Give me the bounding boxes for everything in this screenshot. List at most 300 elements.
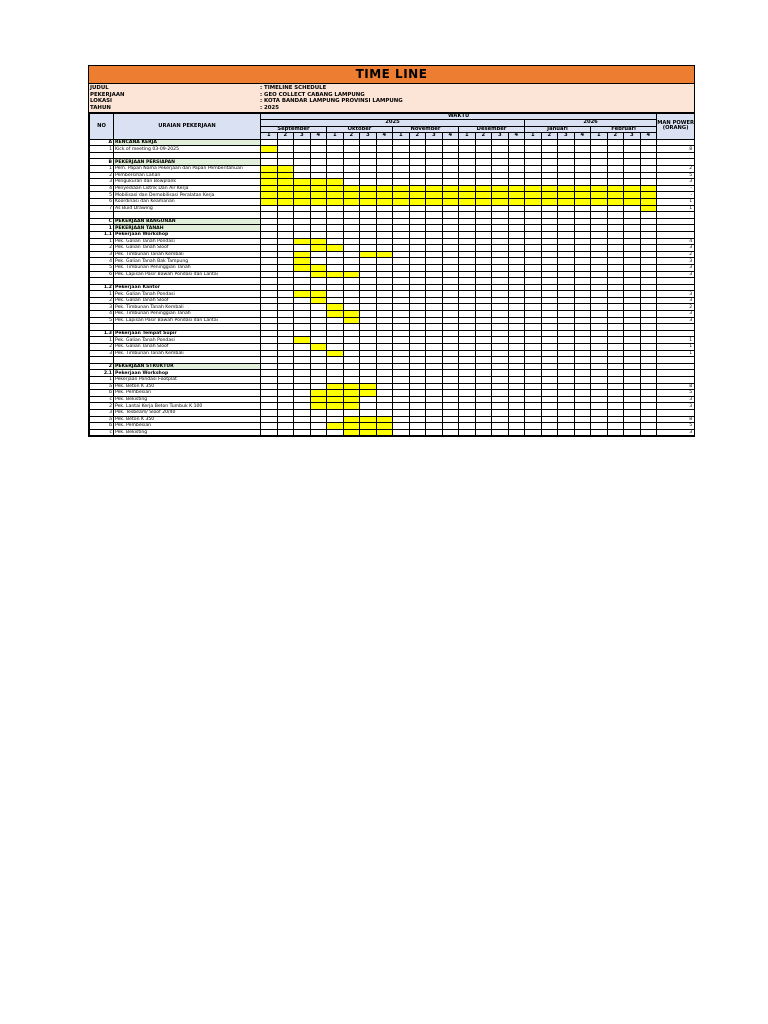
- schedule-cell: [277, 258, 294, 265]
- schedule-bar-cell: [310, 238, 327, 245]
- schedule-cell: [624, 429, 641, 436]
- schedule-bar-cell: [393, 198, 410, 205]
- schedule-cell: [607, 390, 624, 397]
- schedule-cell: [558, 159, 575, 166]
- schedule-cell: [640, 337, 657, 344]
- schedule-cell: [475, 350, 492, 357]
- schedule-cell: [294, 225, 311, 232]
- schedule-cell: [591, 390, 608, 397]
- schedule-cell: [574, 429, 591, 436]
- schedule-cell: [541, 297, 558, 304]
- schedule-cell: [558, 383, 575, 390]
- schedule-cell: [261, 304, 278, 311]
- schedule-bar-cell: [393, 185, 410, 192]
- schedule-cell: [607, 324, 624, 331]
- schedule-cell: [558, 429, 575, 436]
- schedule-bar-cell: [409, 192, 426, 199]
- row-manpower: 3: [657, 311, 695, 318]
- row-description: Pek. Beton K 350: [114, 383, 261, 390]
- schedule-cell: [640, 416, 657, 423]
- schedule-cell: [393, 377, 410, 384]
- header-week: 2: [409, 133, 426, 139]
- schedule-cell: [277, 363, 294, 370]
- schedule-cell: [376, 357, 393, 364]
- schedule-cell: [574, 258, 591, 265]
- schedule-cell: [508, 396, 525, 403]
- schedule-cell: [393, 396, 410, 403]
- schedule-cell: [508, 271, 525, 278]
- table-row: [90, 212, 695, 219]
- row-number: [90, 152, 114, 159]
- schedule-cell: [492, 317, 509, 324]
- schedule-cell: [624, 271, 641, 278]
- schedule-cell: [541, 390, 558, 397]
- schedule-cell: [294, 370, 311, 377]
- row-description: PEKERJAAN TANAH: [114, 225, 261, 232]
- table-row: [90, 258, 695, 265]
- row-manpower: [657, 278, 695, 285]
- schedule-bar-cell: [310, 179, 327, 186]
- schedule-cell: [607, 245, 624, 252]
- schedule-cell: [624, 245, 641, 252]
- schedule-cell: [360, 179, 377, 186]
- table-row: [90, 390, 695, 397]
- header-week: 2: [475, 133, 492, 139]
- row-number: b: [90, 390, 114, 397]
- schedule-cell: [591, 363, 608, 370]
- schedule-cell: [558, 166, 575, 173]
- schedule-cell: [574, 278, 591, 285]
- table-row: [90, 317, 695, 324]
- schedule-cell: [327, 357, 344, 364]
- schedule-cell: [508, 383, 525, 390]
- header-week: 1: [393, 133, 410, 139]
- schedule-cell: [360, 396, 377, 403]
- schedule-cell: [277, 152, 294, 159]
- row-manpower: [657, 225, 695, 232]
- schedule-cell: [426, 205, 443, 212]
- schedule-cell: [525, 278, 542, 285]
- schedule-cell: [277, 304, 294, 311]
- schedule-cell: [574, 396, 591, 403]
- schedule-cell: [525, 218, 542, 225]
- row-manpower: 3: [657, 271, 695, 278]
- header-month: Desember: [459, 126, 525, 132]
- schedule-cell: [360, 231, 377, 238]
- schedule-cell: [360, 238, 377, 245]
- schedule-cell: [426, 238, 443, 245]
- schedule-cell: [360, 370, 377, 377]
- schedule-bar-cell: [310, 264, 327, 271]
- schedule-cell: [475, 370, 492, 377]
- schedule-cell: [294, 304, 311, 311]
- schedule-cell: [294, 390, 311, 397]
- row-manpower: 5: [657, 390, 695, 397]
- header-month: Februari: [591, 126, 657, 132]
- schedule-cell: [360, 205, 377, 212]
- schedule-cell: [525, 304, 542, 311]
- schedule-cell: [558, 311, 575, 318]
- schedule-cell: [508, 377, 525, 384]
- schedule-cell: [360, 212, 377, 219]
- schedule-cell: [574, 205, 591, 212]
- schedule-cell: [640, 271, 657, 278]
- schedule-cell: [541, 344, 558, 351]
- schedule-bar-cell: [525, 198, 542, 205]
- schedule-cell: [541, 396, 558, 403]
- schedule-bar-cell: [327, 396, 344, 403]
- schedule-cell: [591, 179, 608, 186]
- schedule-bar-cell: [277, 198, 294, 205]
- schedule-cell: [442, 146, 459, 153]
- schedule-cell: [409, 231, 426, 238]
- info-label: JUDUL: [90, 85, 109, 91]
- schedule-cell: [640, 304, 657, 311]
- schedule-cell: [294, 172, 311, 179]
- schedule-cell: [558, 152, 575, 159]
- table-row: [90, 231, 695, 238]
- schedule-bar-cell: [343, 390, 360, 397]
- table-row: [90, 251, 695, 258]
- schedule-cell: [525, 344, 542, 351]
- schedule-cell: [310, 330, 327, 337]
- schedule-cell: [541, 337, 558, 344]
- schedule-bar-cell: [640, 205, 657, 212]
- header-week: 2: [541, 133, 558, 139]
- row-description: [114, 152, 261, 159]
- schedule-cell: [624, 337, 641, 344]
- schedule-cell: [508, 139, 525, 146]
- schedule-cell: [343, 337, 360, 344]
- schedule-cell: [310, 317, 327, 324]
- row-number: 2: [90, 403, 114, 410]
- schedule-cell: [294, 139, 311, 146]
- row-manpower: [657, 363, 695, 370]
- schedule-cell: [624, 390, 641, 397]
- schedule-cell: [442, 284, 459, 291]
- row-number: a: [90, 416, 114, 423]
- schedule-cell: [426, 159, 443, 166]
- schedule-cell: [607, 363, 624, 370]
- schedule-cell: [277, 146, 294, 153]
- schedule-bar-cell: [310, 291, 327, 298]
- schedule-cell: [574, 317, 591, 324]
- schedule-cell: [409, 297, 426, 304]
- schedule-cell: [624, 258, 641, 265]
- schedule-cell: [409, 205, 426, 212]
- schedule-cell: [525, 152, 542, 159]
- schedule-cell: [277, 350, 294, 357]
- schedule-cell: [591, 403, 608, 410]
- schedule-cell: [426, 383, 443, 390]
- schedule-cell: [624, 264, 641, 271]
- schedule-cell: [360, 291, 377, 298]
- schedule-cell: [607, 396, 624, 403]
- schedule-bar-cell: [261, 185, 278, 192]
- row-description: Pek. Galian Tanah Sloof: [114, 245, 261, 252]
- schedule-cell: [261, 377, 278, 384]
- schedule-cell: [442, 429, 459, 436]
- schedule-cell: [640, 291, 657, 298]
- schedule-cell: [327, 317, 344, 324]
- schedule-cell: [541, 324, 558, 331]
- schedule-cell: [640, 258, 657, 265]
- schedule-cell: [360, 304, 377, 311]
- schedule-cell: [261, 251, 278, 258]
- table-row: [90, 304, 695, 311]
- table-row: [90, 409, 695, 416]
- schedule-cell: [459, 311, 476, 318]
- row-number: 5: [90, 264, 114, 271]
- row-manpower: 3: [657, 264, 695, 271]
- info-value: : KOTA BANDAR LAMPUNG PROVINSI LAMPUNG: [260, 98, 403, 104]
- schedule-cell: [277, 396, 294, 403]
- row-manpower: 1: [657, 344, 695, 351]
- row-manpower: [657, 139, 695, 146]
- row-description: Pek. Lapisan Pasir Bawah Pondasi dan Lantai: [114, 271, 261, 278]
- schedule-cell: [343, 291, 360, 298]
- schedule-bar-cell: [261, 198, 278, 205]
- schedule-cell: [574, 271, 591, 278]
- schedule-cell: [574, 357, 591, 364]
- schedule-cell: [261, 344, 278, 351]
- schedule-bar-cell: [360, 423, 377, 430]
- schedule-cell: [640, 324, 657, 331]
- row-manpower: 3: [657, 403, 695, 410]
- schedule-cell: [558, 218, 575, 225]
- schedule-cell: [277, 311, 294, 318]
- schedule-cell: [640, 166, 657, 173]
- schedule-cell: [277, 159, 294, 166]
- schedule-cell: [393, 350, 410, 357]
- schedule-cell: [607, 284, 624, 291]
- schedule-cell: [541, 271, 558, 278]
- schedule-cell: [508, 297, 525, 304]
- schedule-cell: [277, 390, 294, 397]
- schedule-cell: [261, 238, 278, 245]
- schedule-cell: [360, 297, 377, 304]
- schedule-cell: [607, 231, 624, 238]
- schedule-cell: [277, 231, 294, 238]
- schedule-cell: [508, 423, 525, 430]
- schedule-cell: [525, 264, 542, 271]
- schedule-cell: [591, 416, 608, 423]
- schedule-bar-cell: [492, 198, 509, 205]
- row-manpower: 3: [657, 245, 695, 252]
- row-description: As Buid Drawing: [114, 205, 261, 212]
- schedule-cell: [624, 139, 641, 146]
- schedule-cell: [541, 317, 558, 324]
- schedule-bar-cell: [294, 264, 311, 271]
- schedule-cell: [327, 231, 344, 238]
- schedule-cell: [574, 238, 591, 245]
- schedule-cell: [261, 403, 278, 410]
- schedule-cell: [277, 264, 294, 271]
- schedule-cell: [607, 344, 624, 351]
- schedule-cell: [525, 291, 542, 298]
- schedule-cell: [492, 258, 509, 265]
- schedule-cell: [294, 166, 311, 173]
- schedule-cell: [574, 251, 591, 258]
- row-manpower: 8: [657, 146, 695, 153]
- schedule-cell: [261, 423, 278, 430]
- schedule-cell: [624, 423, 641, 430]
- schedule-cell: [393, 403, 410, 410]
- row-manpower: 3: [657, 179, 695, 186]
- schedule-cell: [591, 291, 608, 298]
- schedule-cell: [475, 245, 492, 252]
- schedule-cell: [409, 245, 426, 252]
- schedule-bar-cell: [442, 192, 459, 199]
- schedule-cell: [442, 159, 459, 166]
- schedule-cell: [475, 179, 492, 186]
- schedule-cell: [591, 324, 608, 331]
- row-manpower: 3: [657, 317, 695, 324]
- schedule-cell: [541, 403, 558, 410]
- schedule-cell: [591, 357, 608, 364]
- schedule-cell: [558, 146, 575, 153]
- schedule-cell: [310, 416, 327, 423]
- schedule-cell: [558, 264, 575, 271]
- schedule-cell: [640, 311, 657, 318]
- table-row: [90, 278, 695, 285]
- row-description: Pek. Lapisan Pasir Bawah Pondasi dan Lantai: [114, 317, 261, 324]
- schedule-cell: [261, 350, 278, 357]
- row-manpower: 5: [657, 172, 695, 179]
- schedule-cell: [409, 317, 426, 324]
- schedule-cell: [426, 396, 443, 403]
- schedule-cell: [508, 245, 525, 252]
- schedule-cell: [640, 225, 657, 232]
- header-month: September: [261, 126, 327, 132]
- schedule-cell: [442, 179, 459, 186]
- schedule-cell: [607, 251, 624, 258]
- schedule-cell: [459, 212, 476, 219]
- header-week: 3: [360, 133, 377, 139]
- table-row: [90, 330, 695, 337]
- schedule-cell: [294, 416, 311, 423]
- schedule-cell: [640, 212, 657, 219]
- schedule-cell: [492, 238, 509, 245]
- schedule-cell: [558, 409, 575, 416]
- info-row: [90, 105, 694, 112]
- schedule-bar-cell: [310, 403, 327, 410]
- schedule-cell: [409, 416, 426, 423]
- schedule-cell: [541, 245, 558, 252]
- schedule-cell: [591, 159, 608, 166]
- schedule-cell: [442, 225, 459, 232]
- schedule-cell: [492, 264, 509, 271]
- schedule-cell: [393, 330, 410, 337]
- schedule-cell: [640, 159, 657, 166]
- schedule-cell: [327, 297, 344, 304]
- schedule-cell: [574, 390, 591, 397]
- schedule-cell: [574, 324, 591, 331]
- schedule-cell: [294, 344, 311, 351]
- info-value: : 2025: [260, 104, 280, 111]
- schedule-cell: [459, 423, 476, 430]
- schedule-cell: [277, 416, 294, 423]
- schedule-cell: [492, 231, 509, 238]
- schedule-bar-cell: [360, 416, 377, 423]
- schedule-cell: [558, 238, 575, 245]
- schedule-cell: [574, 166, 591, 173]
- schedule-bar-cell: [327, 179, 344, 186]
- row-manpower: [657, 218, 695, 225]
- schedule-cell: [376, 409, 393, 416]
- schedule-cell: [558, 179, 575, 186]
- schedule-cell: [508, 278, 525, 285]
- schedule-cell: [492, 324, 509, 331]
- schedule-cell: [393, 179, 410, 186]
- row-description: Pek. Bekisting: [114, 396, 261, 403]
- schedule-cell: [475, 284, 492, 291]
- schedule-cell: [492, 166, 509, 173]
- schedule-cell: [541, 350, 558, 357]
- schedule-cell: [376, 166, 393, 173]
- schedule-cell: [508, 330, 525, 337]
- schedule-cell: [508, 370, 525, 377]
- schedule-cell: [492, 416, 509, 423]
- header-week: 4: [574, 133, 591, 139]
- schedule-cell: [376, 337, 393, 344]
- schedule-cell: [360, 271, 377, 278]
- schedule-cell: [376, 139, 393, 146]
- schedule-cell: [376, 238, 393, 245]
- schedule-cell: [492, 159, 509, 166]
- schedule-cell: [492, 403, 509, 410]
- schedule-cell: [360, 344, 377, 351]
- schedule-cell: [310, 152, 327, 159]
- row-manpower: [657, 159, 695, 166]
- schedule-cell: [409, 396, 426, 403]
- schedule-cell: [574, 264, 591, 271]
- schedule-bar-cell: [343, 271, 360, 278]
- row-description: Pek. Timbunan Peninggian Tanah: [114, 311, 261, 318]
- schedule-cell: [376, 264, 393, 271]
- header-week: 4: [442, 133, 459, 139]
- schedule-cell: [261, 390, 278, 397]
- schedule-cell: [574, 337, 591, 344]
- schedule-cell: [376, 344, 393, 351]
- schedule-cell: [640, 363, 657, 370]
- schedule-cell: [459, 416, 476, 423]
- schedule-cell: [277, 291, 294, 298]
- schedule-cell: [640, 409, 657, 416]
- row-description: Koordinasi dan Keamanan: [114, 198, 261, 205]
- table-row: [90, 324, 695, 331]
- schedule-cell: [525, 409, 542, 416]
- row-description: Pekerjaan Workshop: [114, 370, 261, 377]
- schedule-bar-cell: [310, 390, 327, 397]
- schedule-cell: [294, 324, 311, 331]
- schedule-cell: [574, 284, 591, 291]
- schedule-cell: [492, 370, 509, 377]
- schedule-cell: [574, 344, 591, 351]
- row-description: Pek. Timbunan Tanah Kembali: [114, 304, 261, 311]
- schedule-cell: [409, 278, 426, 285]
- schedule-cell: [426, 304, 443, 311]
- info-label: TAHUN: [90, 104, 111, 111]
- schedule-cell: [591, 311, 608, 318]
- schedule-cell: [327, 152, 344, 159]
- schedule-cell: [624, 278, 641, 285]
- schedule-cell: [525, 311, 542, 318]
- schedule-bar-cell: [624, 185, 641, 192]
- schedule-cell: [409, 291, 426, 298]
- table-row: [90, 357, 695, 364]
- schedule-bar-cell: [327, 304, 344, 311]
